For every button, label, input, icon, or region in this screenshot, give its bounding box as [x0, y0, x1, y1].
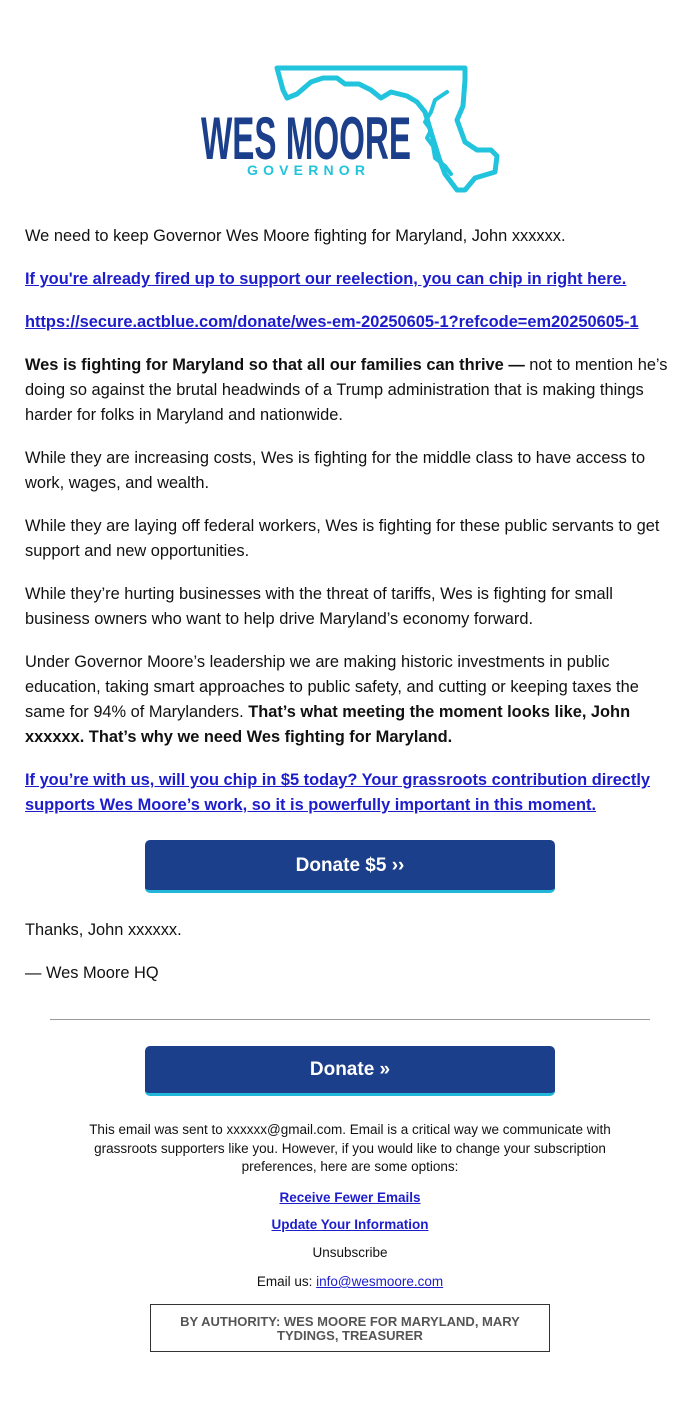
wes-moore-logo: [195, 62, 505, 194]
email-address-link[interactable]: info@wesmoore.com: [316, 1274, 444, 1289]
greeting: We need to keep Governor Wes Moore fighting for Maryland, John xxxxxx.: [25, 227, 566, 245]
update-info-link[interactable]: Update Your Information: [271, 1217, 429, 1232]
paragraph-fighting-rest: not to mention he’s doing so against the brutal headwinds of a Trump administration that is making things harder for folks in Maryland and nationwide.: [25, 356, 668, 424]
chip-in-link[interactable]: If you're already fired up to support our reelection, you can chip in right here.: [25, 270, 627, 288]
chip-in-5-link[interactable]: If you’re with us, will you chip in $5 today? Your grassroots contribution directly supports Wes Moore’s work, so it is powerfully important in this moment.: [25, 771, 651, 814]
donate-5-button[interactable]: Donate $5 ››: [145, 840, 555, 893]
sent-notice: This email was sent to xxxxxx@gmail.com. Email is a critical way we communicate with grassroots supporters like you. However, if you would like to change your subscription preferences, here are some options:: [89, 1122, 611, 1174]
actblue-url-link[interactable]: https://secure.actblue.com/donate/wes-em-20250605-1?refcode=em20250605-1: [25, 313, 639, 331]
signoff: [25, 918, 182, 1004]
logo-name-text: WES MOORE: [201, 105, 411, 172]
paragraph-leadership-bold: That’s what meeting the moment looks like, John xxxxxx. That’s why we need Wes fighting for Maryland.: [25, 703, 631, 746]
paragraph-leadership: [25, 650, 675, 750]
unsubscribe-link[interactable]: Unsubscribe: [312, 1244, 388, 1260]
paragraph-workers: While they are laying off federal workers, Wes is fighting for these public servants to get support and new opportunities.: [25, 517, 660, 560]
receive-fewer-emails-link[interactable]: Receive Fewer Emails: [279, 1189, 421, 1205]
signature-text: — Wes Moore HQ: [25, 964, 159, 982]
email-body: [25, 224, 675, 836]
email-us-label: Email us:: [256, 1274, 317, 1289]
divider: [50, 1019, 650, 1020]
paragraph-tariffs: While they’re hurting businesses with the threat of tariffs, Wes is fighting for small business owners who want to help drive Maryland’s economy forward.: [25, 585, 613, 628]
email-us: [60, 1273, 640, 1292]
logo-sub-text: GOVERNOR: [247, 162, 365, 178]
thanks-text: Thanks, John xxxxxx.: [25, 921, 182, 939]
paragraph-costs: While they are increasing costs, Wes is fighting for the middle class to have access to work, wages, and wealth.: [25, 449, 646, 492]
maryland-outline-icon: [195, 62, 505, 194]
authority-disclaimer: BY AUTHORITY: WES MOORE FOR MARYLAND, MARY TYDINGS, TREASURER: [150, 1304, 550, 1352]
paragraph-fighting-bold: Wes is fighting for Maryland so that all our families can thrive —: [25, 356, 525, 374]
footer: [60, 1121, 640, 1292]
paragraph-leadership-text: Under Governor Moore’s leadership we are making historic investments in public education, taking smart approaches to public safety, and cutting or keeping taxes the same for 94% of Marylanders.: [25, 653, 639, 721]
donate-button[interactable]: Donate »: [145, 1046, 555, 1096]
paragraph-fighting: [25, 353, 675, 428]
